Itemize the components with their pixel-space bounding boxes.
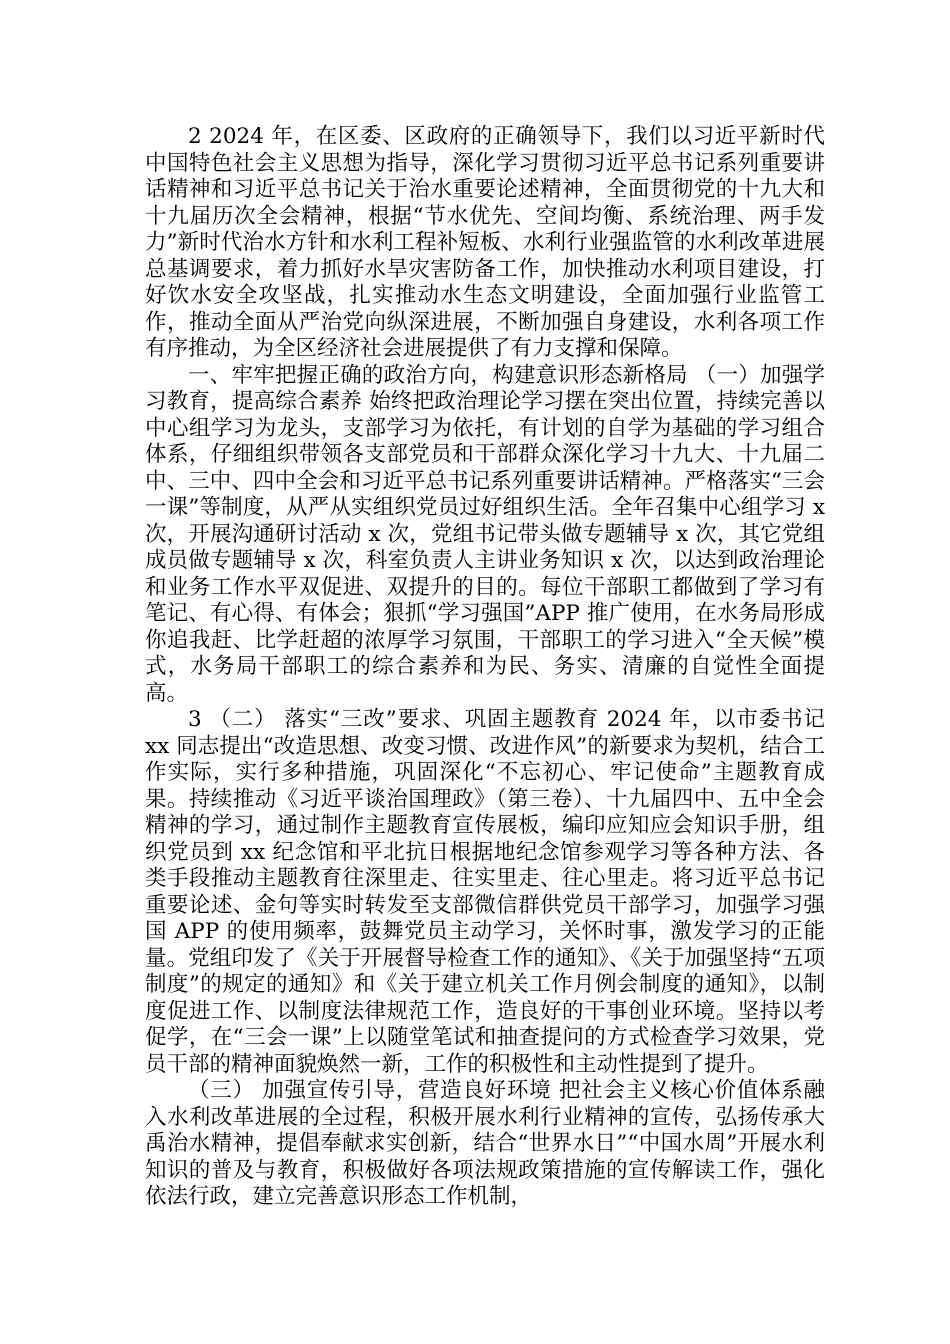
paragraph-section-three: （三） 加强宣传引导，营造良好环境 把社会主义核心价值体系融入水利改革进展的全过程，积极开展水利行业精神的宣传，弘扬传承大禹治水精神，提倡奉献求实创新，结合“世界水日”“中国水周”开展水利知识的普及与教育，积极做好各项法规政策措施的宣传解读工作，强化依法行政，建立完善意识形态工作机制， xyxy=(145,1078,825,1209)
document-page xyxy=(145,124,825,1211)
paragraph-section-one: 一、牢牢把握正确的政治方向，构建意识形态新格局 （一）加强学习教育，提高综合素养 始终把政治理论学习摆在突出位置，持续完善以中心组学习为龙头，支部学习为依托，有计划的自学为基础的学习组合体系，仔细组织带领各支部党员和干部群众深化学习十九大、十九届二中、三中、四中全会和习近平总书记系列重要讲话精神。严格落实“三会一课”等制度，从严从实组织党员过好组织生活。全年召集中心组学习 x 次，开展沟通研讨活动 x 次，党组书记带头做专题辅导 x 次，其它党组成员做专题辅导 x 次，科室负责人主讲业务知识 x 次，以达到政治理论和业务工作水平双促进、双提升的目的。每位干部职工都做到了学习有笔记、有心得、有体会；狠抓“学习强国”APP 推广使用，在水务局形成你追我赶、比学赶超的浓厚学习氛围，干部职工的学习进入“全天候”模式，水务局干部职工的综合素养和为民、务实、清廉的自觉性全面提高。 xyxy=(145,362,825,706)
paragraph-intro: 2 2024 年，在区委、区政府的正确领导下，我们以习近平新时代中国特色社会主义思想为指导，深化学习贯彻习近平总书记系列重要讲话精神和习近平总书记关于治水重要论述精神，全面贯彻党的十九大和十九届历次全会精神，根据“节水优先、空间均衡、系统治理、两手发力”新时代治水方针和水利工程补短板、水利行业强监管的水利改革进展总基调要求，着力抓好水旱灾害防备工作，加快推动水利项目建设，打好饮水安全攻坚战，扎实推动水生态文明建设，全面加强行业监管工作，推动全面从严治党向纵深进展，不断加强自身建设，水利各项工作有序推动，为全区经济社会进展提供了有力支撑和保障。 xyxy=(145,124,825,361)
paragraph-section-two: 3 （二） 落实“三改”要求、巩固主题教育 2024 年，以市委书记 xx 同志提出“改造思想、改变习惯、改进作风”的新要求为契机，结合工作实际，实行多种措施，巩固深化“不忘初心、牢记使命”主题教育成果。持续推动《习近平谈治国理政》（第三卷）、十九届四中、五中全会精神的学习，通过制作主题教育宣传展板，编印应知应会知识手册，组织党员到 xx 纪念馆和平北抗日根据地纪念馆参观学习等各种方法、各类手段推动主题教育往深里走、往实里走、往心里走。将习近平总书记重要论述、金句等实时转发至支部微信群供党员干部学习，加强学习强国 APP 的使用频率，鼓舞党员主动学习，关怀时事，激发学习的正能量。党组印发了《关于开展督导检查工作的通知》、《关于加强坚持“五项制度”的规定的通知》和《关于建立机关工作月例会制度的通知》，以制度促进工作、以制度法律规范工作，造良好的干事创业环境。坚持以考促学，在“三会一课”上以随堂笔试和抽查提问的方式检查学习效果，党员干部的精神面貌焕然一新，工作的积极性和主动性提到了提升。 xyxy=(145,707,825,1077)
